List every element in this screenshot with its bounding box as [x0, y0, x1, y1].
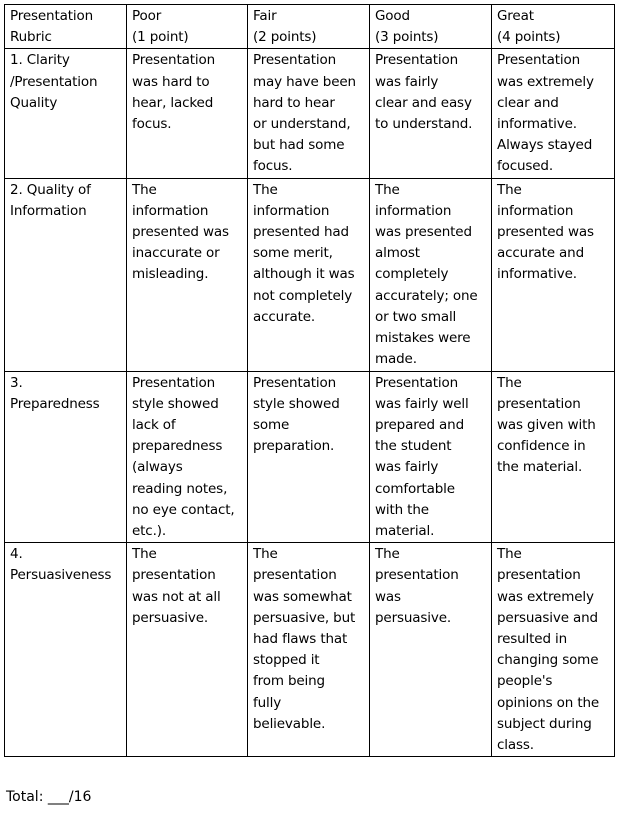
cell-line: 1. Clarity [10, 52, 70, 69]
cell-line: although it was [253, 266, 355, 283]
cell-line: presented was [132, 224, 229, 241]
cell-line: the material. [497, 459, 583, 476]
cell-line: was given with [497, 417, 596, 434]
table-row-persuasiveness [5, 543, 615, 757]
cell-line: clear and easy [375, 94, 472, 111]
cell-line: was somewhat [253, 588, 352, 605]
header-cell-rubric [5, 5, 127, 49]
cell-line: lack of [132, 417, 176, 434]
cell-line: presentation [497, 567, 581, 584]
cell-line: The [253, 546, 278, 563]
cell-line: completely [375, 266, 449, 283]
cell-line: the student [375, 438, 452, 455]
good-cell [370, 178, 492, 371]
cell-line: The [375, 181, 400, 198]
cell-line: mistakes were [375, 330, 471, 347]
cell-line: no eye contact, [132, 501, 235, 518]
cell-line: The [497, 181, 522, 198]
cell-line: Persuasiveness [10, 567, 112, 584]
header-cell-good [370, 5, 492, 49]
cell-line: or two small [375, 308, 457, 325]
header-cell-fair [248, 5, 370, 49]
cell-line: class. [497, 737, 534, 754]
cell-line: Always stayed [497, 137, 593, 154]
cell-line: The [132, 181, 157, 198]
cell-line: Preparedness [10, 395, 100, 412]
cell-line: accurate. [253, 308, 316, 325]
header-line: (4 points) [497, 29, 561, 46]
cell-line: with the [375, 501, 429, 518]
cell-line: Presentation [375, 52, 458, 69]
cell-line: inaccurate or [132, 245, 220, 262]
cell-line: from being [253, 673, 325, 690]
cell-line: focus. [132, 116, 172, 133]
cell-line: preparation. [253, 438, 335, 455]
cell-line: was fairly [375, 459, 439, 476]
cell-line: The [253, 181, 278, 198]
table-row-clarity [5, 49, 615, 178]
cell-line: stopped it [253, 652, 320, 669]
cell-line: opinions on the [497, 694, 600, 711]
cell-line: 3. [10, 374, 23, 391]
cell-line: to understand. [375, 116, 473, 133]
cell-line: Quality [10, 94, 58, 111]
cell-line: Presentation [132, 52, 215, 69]
header-line: (3 points) [375, 29, 439, 46]
cell-line: Presentation [253, 374, 336, 391]
great-cell [492, 371, 615, 543]
header-line: Good [375, 8, 410, 24]
cell-line: believable. [253, 715, 326, 732]
cell-line: Information [10, 202, 87, 219]
cell-line: misleading. [132, 266, 209, 283]
fair-cell [248, 543, 370, 757]
cell-line: presented was [497, 224, 594, 241]
cell-line: (always [132, 459, 183, 476]
criterion-cell [5, 49, 127, 178]
cell-line: or understand, [253, 116, 351, 133]
good-cell [370, 49, 492, 178]
cell-line: resulted in [497, 631, 568, 648]
cell-line: reading notes, [132, 480, 228, 497]
cell-line: preparedness [132, 438, 223, 455]
cell-line: presented had [253, 224, 349, 241]
fair-cell [248, 178, 370, 371]
great-cell [492, 49, 615, 178]
cell-line: /Presentation [10, 73, 98, 90]
cell-line: was hard to [132, 73, 210, 90]
cell-line: presentation [253, 567, 337, 584]
header-row [5, 5, 615, 49]
rubric-table [4, 4, 615, 757]
cell-line: focus. [253, 158, 293, 175]
poor-cell [127, 543, 248, 757]
cell-line: prepared and [375, 417, 464, 434]
total-score-line: Total: ___/16 [6, 789, 92, 805]
cell-line: persuasive, but [253, 609, 356, 626]
header-line: Fair [253, 8, 277, 24]
cell-line: The [375, 546, 400, 563]
cell-line: was extremely [497, 73, 594, 90]
cell-line: comfortable [375, 480, 455, 497]
cell-line: presentation [497, 395, 581, 412]
cell-line: was presented [375, 224, 472, 241]
cell-line: accurate and [497, 245, 584, 262]
criterion-cell [5, 543, 127, 757]
cell-line: subject during [497, 715, 592, 732]
poor-cell [127, 178, 248, 371]
table-row-quality [5, 178, 615, 371]
criterion-cell [5, 371, 127, 543]
header-line: Great [497, 8, 534, 24]
cell-line: people's [497, 673, 553, 690]
header-line: (1 point) [132, 29, 189, 46]
good-cell [370, 543, 492, 757]
cell-line: material. [375, 523, 435, 540]
cell-line: The [132, 546, 157, 563]
cell-line: clear and [497, 94, 559, 111]
header-line: Presentation [10, 8, 93, 24]
header-line: (2 points) [253, 29, 317, 46]
great-cell [492, 543, 615, 757]
cell-line: Presentation [253, 52, 336, 69]
cell-line: Presentation [375, 374, 458, 391]
cell-line: 2. Quality of [10, 181, 91, 198]
cell-line: information [253, 202, 330, 219]
cell-line: was fairly [375, 73, 439, 90]
cell-line: persuasive. [132, 609, 209, 626]
header-line: Rubric [10, 29, 52, 46]
cell-line: persuasive and [497, 609, 598, 626]
table-row-preparedness [5, 371, 615, 543]
cell-line: almost [375, 245, 420, 262]
cell-line: 4. [10, 546, 23, 563]
cell-line: changing some [497, 652, 599, 669]
cell-line: some [253, 417, 290, 434]
fair-cell [248, 49, 370, 178]
cell-line: style showed [132, 395, 219, 412]
header-cell-great [492, 5, 615, 49]
cell-line: made. [375, 351, 417, 368]
cell-line: persuasive. [375, 609, 452, 626]
fair-cell [248, 371, 370, 543]
cell-line: information [375, 202, 452, 219]
cell-line: etc.). [132, 523, 166, 540]
cell-line: Presentation [132, 374, 215, 391]
header-cell-poor [127, 5, 248, 49]
cell-line: Presentation [497, 52, 580, 69]
header-line: Poor [132, 8, 162, 24]
cell-line: was not at all [132, 588, 221, 605]
good-cell [370, 371, 492, 543]
cell-line: informative. [497, 266, 577, 283]
cell-line: not completely [253, 287, 353, 304]
cell-line: fully [253, 694, 282, 711]
cell-line: may have been [253, 73, 356, 90]
cell-line: accurately; one [375, 287, 478, 304]
cell-line: presentation [132, 567, 216, 584]
cell-line: style showed [253, 395, 340, 412]
cell-line: hard to hear [253, 94, 335, 111]
cell-line: hear, lacked [132, 94, 214, 111]
cell-line: presentation [375, 567, 459, 584]
poor-cell [127, 49, 248, 178]
cell-line: but had some [253, 137, 345, 154]
cell-line: information [132, 202, 209, 219]
cell-line: information [497, 202, 574, 219]
cell-line: informative. [497, 116, 577, 133]
cell-line: confidence in [497, 438, 586, 455]
cell-line: was extremely [497, 588, 594, 605]
great-cell [492, 178, 615, 371]
cell-line: had flaws that [253, 631, 348, 648]
cell-line: was fairly well [375, 395, 469, 412]
cell-line: The [497, 374, 522, 391]
criterion-cell [5, 178, 127, 371]
cell-line: The [497, 546, 522, 563]
cell-line: was [375, 588, 401, 605]
cell-line: focused. [497, 158, 553, 175]
cell-line: some merit, [253, 245, 333, 262]
poor-cell [127, 371, 248, 543]
